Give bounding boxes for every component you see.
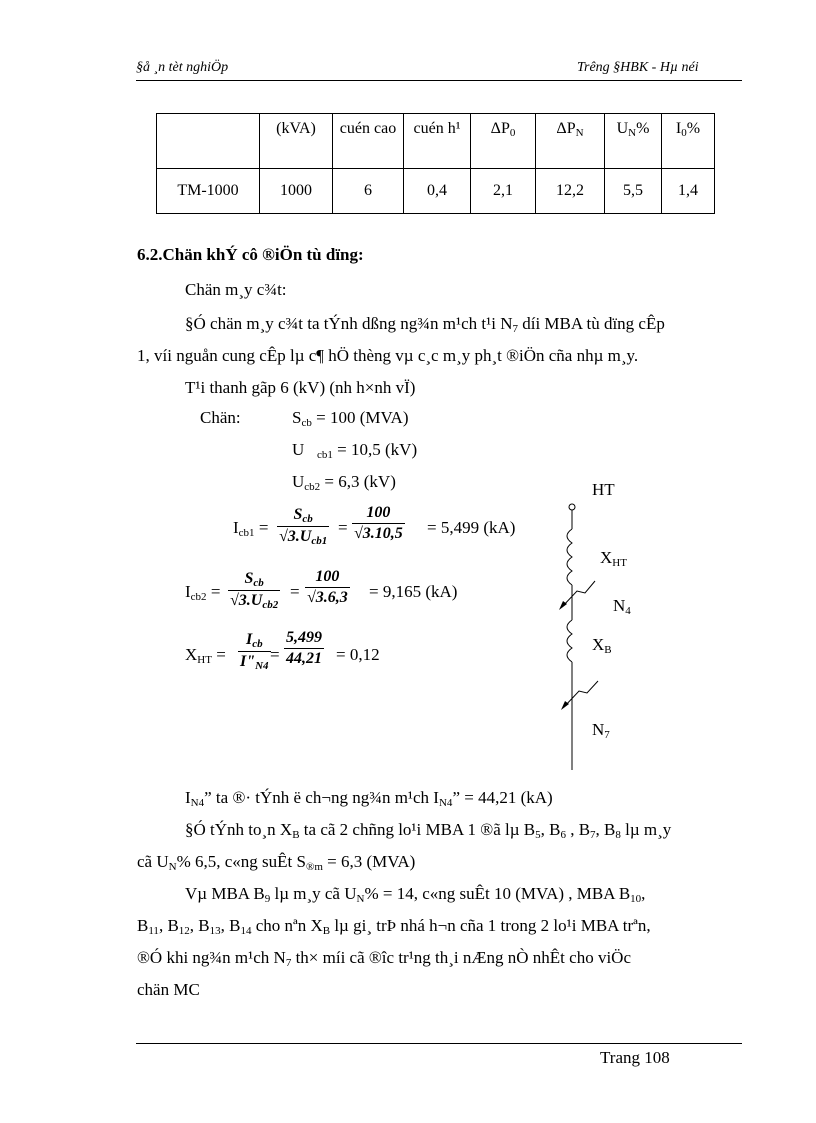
diagram-label-xht: $X_{HT}$ xyxy=(600,548,627,569)
table-cell: (kVA) xyxy=(260,114,333,169)
table-cell: 5,5 xyxy=(605,169,662,214)
paragraph-line: $B_{11}$, $B_{12}$, $B_{13}$, $B_{14}$ cho nªn $X_B$ lµ gi¸ trÞ nhá h¬n cña 1 trong 2 lo¹i MBA trªn, xyxy=(137,916,651,937)
icb1-lhs: $I_{cb1}$ = xyxy=(233,518,269,539)
paragraph-line: Vµ MBA $B_9$ lµ m¸y cã $U_N\% = 14$, c«ng suÊt 10 (MVA) , MBA $B_{10}$, xyxy=(185,884,646,905)
equals: = xyxy=(338,518,348,537)
table-cell: $\Delta P_0$ xyxy=(471,114,536,169)
xht-result: = 0,12 xyxy=(336,645,380,664)
paragraph-line: ®Ó khi ng¾n m¹ch $N_7$ th× míi cã ®îc tr¹ng th¸i nÆng nÒ nhÊt cho viÖc xyxy=(137,948,631,969)
icb1-result: = 5,499 (kA) xyxy=(427,518,516,537)
table-cell: 1000 xyxy=(260,169,333,214)
header-right: Trêng §HBK - Hµ néi xyxy=(577,60,699,75)
paragraph-line: chän MC xyxy=(137,980,200,999)
ucb2-line: $U_{cb2} = 6,3$ (kV) xyxy=(292,472,396,493)
chon-label: Chän: xyxy=(200,408,241,427)
table-row xyxy=(157,114,715,169)
xht-fraction-symbolic: $I_{cb}$ $I"_{N4}$ xyxy=(240,631,269,672)
icb1-fraction-numeric: 100 √3.10,5 xyxy=(354,504,403,542)
table-cell: cuén cao xyxy=(333,114,404,169)
xht-lhs: $X_{HT}$ = xyxy=(185,645,226,666)
diagram-label-xb: $X_B$ xyxy=(592,635,612,656)
page-number: Trang 108 xyxy=(600,1048,670,1067)
icb2-result: = 9,165 (kA) xyxy=(369,582,458,601)
subsection-title: Chän m¸y c¾t: xyxy=(185,280,287,299)
equals: = xyxy=(290,582,300,601)
diagram-label-n4: $N_4$ xyxy=(613,596,631,617)
header-left: §å ¸n tèt nghiÖp xyxy=(136,60,229,75)
icb1-fraction-symbolic: $S_{cb}$ $√3.U_{cb1}$ xyxy=(279,506,328,547)
table-cell: TM-1000 xyxy=(157,169,260,214)
xht-fraction-numeric: 5,499 44,21 xyxy=(286,629,322,667)
table-cell: 1,4 xyxy=(662,169,715,214)
transformer-table xyxy=(156,113,715,214)
table-cell: 0,4 xyxy=(404,169,471,214)
paragraph-line: 1, víi nguån cung cÊp lµ c¶ hÖ thèng vµ c¸c m¸y ph¸t ®iÖn cña nhµ m¸y. xyxy=(137,346,639,365)
table-cell: $U_N\%$ xyxy=(605,114,662,169)
table-cell: 12,2 xyxy=(536,169,605,214)
table-cell: 6 xyxy=(333,169,404,214)
scb-line: $S_{cb} = 100$ (MVA) xyxy=(292,408,409,429)
header-rule xyxy=(136,80,742,81)
table-cell: 2,1 xyxy=(471,169,536,214)
table-cell xyxy=(157,114,260,169)
equals: = xyxy=(270,645,280,664)
paragraph-line: $I_{N4}$” ta ®· tÝnh ë ch¬ng ng¾n m¹ch $I_{N4}$” = 44,21 (kA) xyxy=(185,788,553,809)
paragraph-line: §Ó chän m¸y c¾t ta tÝnh dßng ng¾n m¹ch t¹i $N_7$ díi MBA tù dïng cÊp xyxy=(185,314,665,335)
diagram-label-ht: HT xyxy=(592,480,615,499)
icb2-lhs: $I_{cb2}$ = xyxy=(185,582,221,603)
section-title: 6.2.Chän khÝ cô ®iÖn tù dïng: xyxy=(137,245,364,264)
icb2-fraction-numeric: 100 √3.6,3 xyxy=(307,568,348,606)
diagram-label-n7: $N_7$ xyxy=(592,720,610,741)
table-cell: $I_0\%$ xyxy=(662,114,715,169)
table-cell: $\Delta P_N$ xyxy=(536,114,605,169)
footer-rule xyxy=(136,1043,742,1044)
ucb1-line: U $_{cb1}$ = 10,5 (kV) xyxy=(292,440,418,461)
table-row xyxy=(157,169,715,214)
paragraph-line: §Ó tÝnh to¸n $X_B$ ta cã 2 chñng lo¹i MBA 1 ®ã lµ $B_5$, $B_6$ , $B_7$, $B_8$ lµ m¸y xyxy=(185,820,672,841)
table-cell: cuén h¹ xyxy=(404,114,471,169)
paragraph-line: cã $U_N\%$ 6,5, c«ng suÊt $S_{®m} = 6,3$ (MVA) xyxy=(137,852,416,873)
paragraph-line: T¹i thanh gãp 6 (kV) (nh h×nh vÏ) xyxy=(185,378,416,397)
icb2-fraction-symbolic: $S_{cb}$ $√3.U_{cb2}$ xyxy=(230,570,279,611)
